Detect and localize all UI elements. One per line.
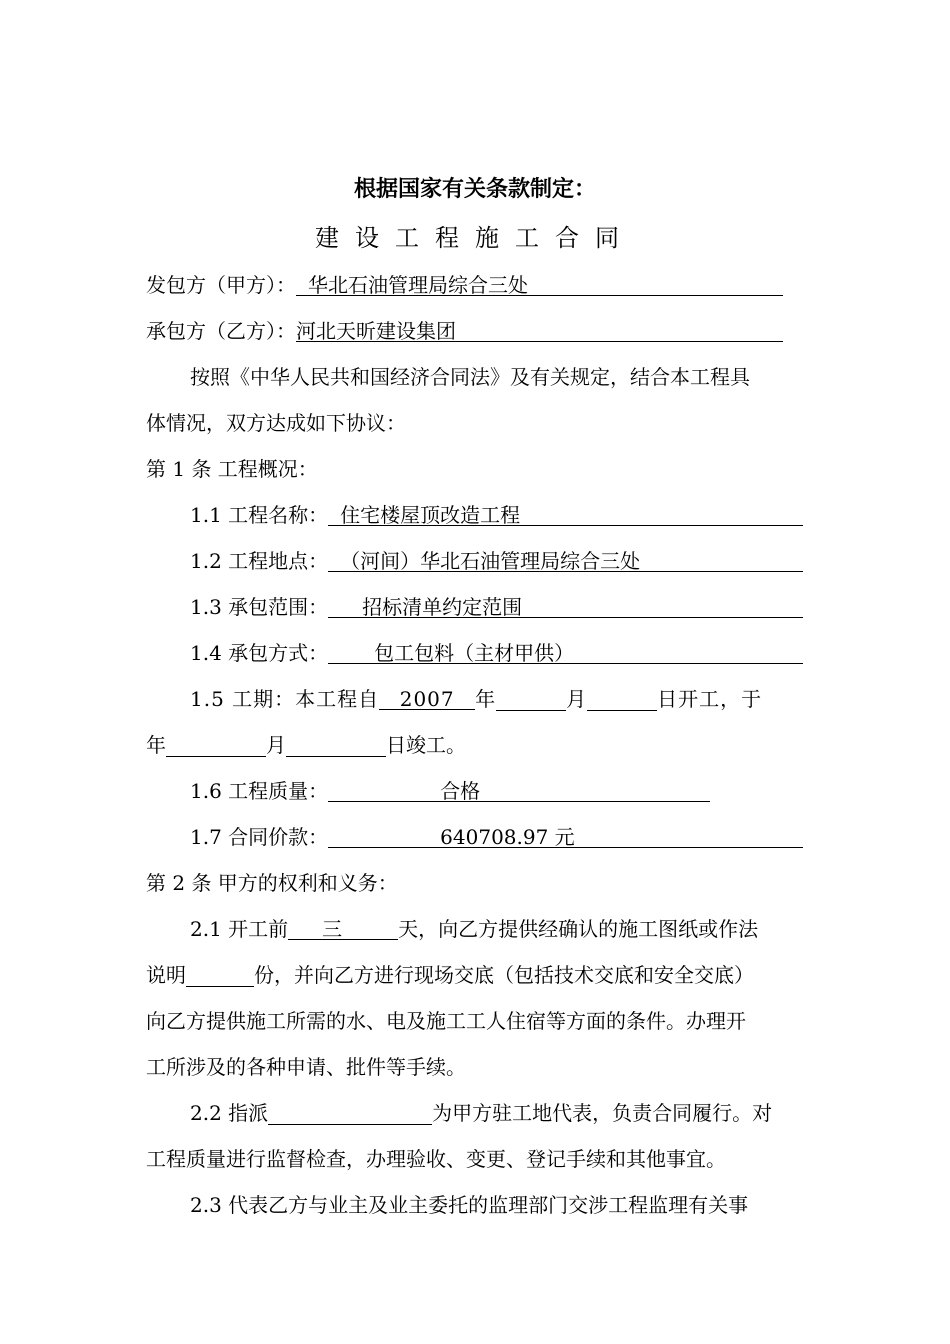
period-end-month-blank [166,730,266,757]
period-end-day-blank [286,730,386,757]
period-month-unit: 月 [566,687,588,711]
price-line [146,820,808,854]
owner-line [146,268,808,302]
contract-title: 建设工程施工合同 [315,224,635,252]
scope-line [146,590,808,624]
clause-2-2-b: 为甲方驻工地代表，负责合同履行。对 [432,1101,773,1125]
mode-value: 包工包料（主材甲供） [328,638,803,664]
clause-2-1-d: 份，并向乙方进行现场交底（包括技术交底和安全交底） [254,963,754,987]
owner-value: 华北石油管理局综合三处 [296,270,783,296]
scope-value: 招标清单约定范围 [328,592,803,618]
project-name-value: 住宅楼屋顶改造工程 [328,500,803,526]
period-year-unit: 年 [475,687,497,711]
period-line [146,682,808,716]
mode-label: 1.4 承包方式： [190,641,329,665]
contractor-label: 承包方（乙方）： [146,319,296,343]
price-label: 1.7 合同价款： [190,825,329,849]
contract-body [146,0,808,1344]
preface-heading: 根据国家有关条款制定： [353,177,596,202]
period-end-year-unit: 年 [146,733,166,757]
period-month-blank [496,684,566,711]
period-end-month-unit: 月 [266,733,286,757]
clause-2-1-a: 2.1 开工前 [190,917,289,941]
project-name-label: 1.1 工程名称： [190,503,329,527]
period-label: 1.5 工期：本工程自 [190,687,380,711]
clause-2-1-b: 天，向乙方提供经确认的施工图纸或作法 [398,917,759,941]
period-end-day: 日竣工。 [386,733,466,757]
period-day-blank [587,684,657,711]
clause-2-2-line-2: 工程质量进行监督检查，办理验收、变更、登记手续和其他事宜。 [146,1147,726,1171]
quality-value: 合格 [328,776,710,802]
project-site-value: （河间）华北石油管理局综合三处 [328,546,803,572]
clause-2-1-copies-blank [186,960,254,987]
intro-line-2: 体情况，双方达成如下协议： [146,411,406,435]
project-name-line [146,498,808,532]
project-site-label: 1.2 工程地点： [190,549,329,573]
period-year: 2007 [379,684,475,710]
clause-2-2-a: 2.2 指派 [190,1101,269,1125]
owner-label: 发包方（甲方）： [146,273,296,297]
period-end-line [146,728,808,762]
period-day-start: 日开工，于 [657,687,763,711]
scope-label: 1.3 承包范围： [190,595,329,619]
clause-2-1-line-3: 向乙方提供施工所需的水、电及施工工人住宿等方面的条件。办理开 [146,1009,746,1033]
mode-line [146,636,808,670]
clause-2-1-line-2 [146,958,808,992]
clause-2-1-days: 三 [288,914,398,940]
clause-2-3-line-1: 2.3 代表乙方与业主及业主委托的监理部门交涉工程监理有关事 [190,1193,749,1217]
price-value: 640708.97 元 [328,822,803,848]
clause-2-2-rep-blank [268,1098,432,1125]
contractor-value: 河北天昕建设集团 [296,316,783,342]
article2-heading: 第 2 条 甲方的权利和义务： [146,871,398,895]
quality-label: 1.6 工程质量： [190,779,329,803]
contractor-line [146,314,808,348]
clause-2-1-line-1 [146,912,808,946]
clause-2-2-line-1 [146,1096,808,1130]
project-site-line [146,544,808,578]
article1-heading: 第 1 条 工程概况： [146,457,318,481]
clause-2-1-c: 说明 [146,963,186,987]
clause-2-1-line-4: 工所涉及的各种申请、批件等手续。 [146,1055,466,1079]
intro-line-1: 按照《中华人民共和国经济合同法》及有关规定，结合本工程具 [190,365,750,389]
quality-line [146,774,808,808]
